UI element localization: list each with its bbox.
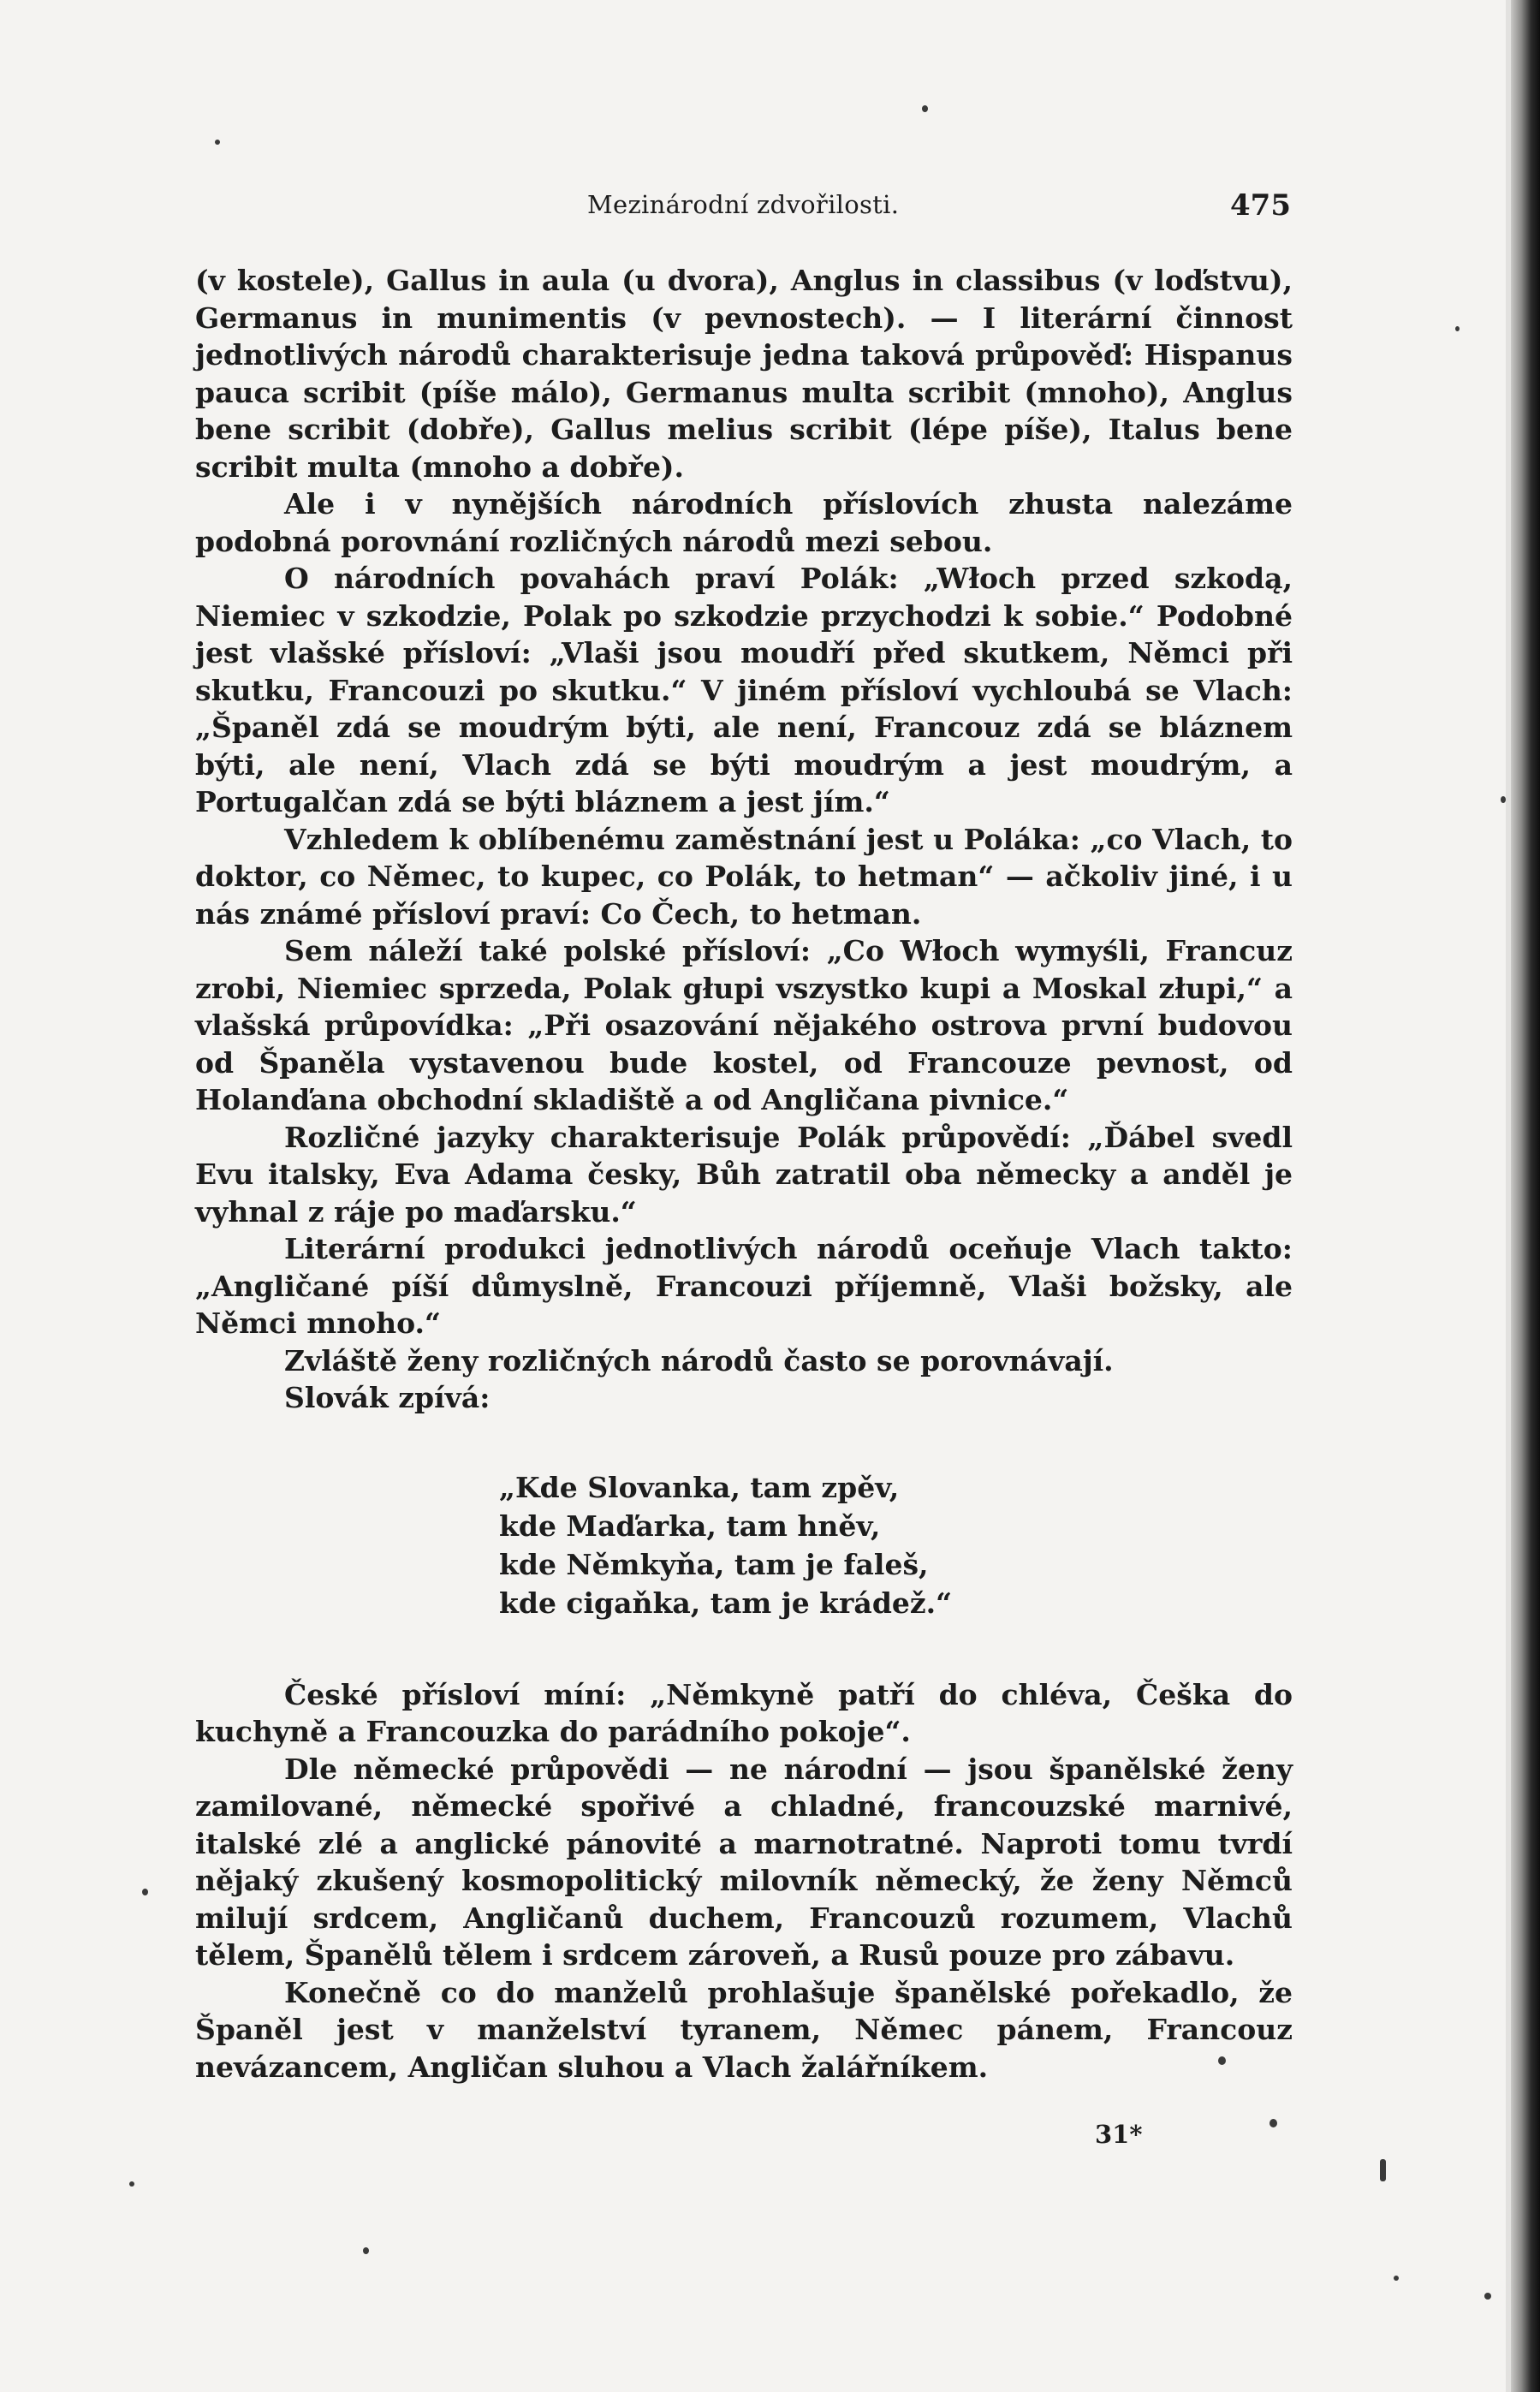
scan-speck [215,140,220,145]
page-number: 475 [1230,188,1291,223]
scan-speck [922,105,928,112]
poem-line: kde Němkyňa, tam je faleš, [499,1547,929,1581]
body-text [195,262,1293,2086]
paragraph: České přísloví míní: „Němkyně patří do chléva, Češka do kuchyně a Francouzka do parádního pokoje“. [195,1677,1293,1748]
scan-border [1511,0,1540,2392]
scan-speck [363,2247,369,2254]
scan-speck [1484,2293,1491,2300]
scan-speck [1269,2119,1277,2127]
running-title: Mezinárodní zdvořilosti. [587,190,900,219]
scan-speck [1380,2159,1386,2181]
poem [499,1468,1293,1622]
paragraph: O národních povahách praví Polák: „Włoch przed szkodą, Niemiec v szkodzie, Polak po szkodzie przychodzi k sobie.“ Podobné jest vlašské přísloví: „Vlaši jsou moudří před skutkem, Němci při skutku, Francouzi po skutku.“ V jiném přísloví vychloubá se Vlach: „Španěl zdá se moudrým býti, ale není, Francouz zdá se bláznem býti, ale není, Vlach zdá se býti moudrým a jest moudrým, a Portugalčan zdá se býti bláznem a jest jím.“ [195,562,1293,818]
scan-speck [1455,326,1460,331]
scan-speck [1501,796,1506,803]
paragraph: Zvláště ženy rozličných národů často se porovnávají. [284,1343,1114,1377]
paragraph: Literární produkci jednotlivých národů oceňuje Vlach takto: „Angličané píší důmyslně, Francouzi příjemně, Vlaši božsky, ale Němci mnoho.“ [195,1232,1293,1340]
paragraph: Sem náleží také polské přísloví: „Co Włoch wymyśli, Francuz zrobi, Niemiec sprzeda, Polak głupi vszystko kupi a Moskal złupi,“ a vlašská průpovídka: „Při osazování nějakého ostrova první budovou od Španěla vystavenou bude kostel, od Francouze pevnost, od Holanďana obchodní skladiště a od Angličana pivnice.“ [195,934,1293,1116]
paragraph: (v kostele), Gallus in aula (u dvora), Anglus in classibus (v loďstvu), Germanus in munimentis (v pevnostech). — I literární činnost jednotlivých národů charakterisuje jedna taková průpověď: Hispanus pauca scribit (píše málo), Germanus multa scribit (mnoho), Anglus bene scribit (dobře), Gallus melius scribit (lépe píše), Italus bene scribit multa (mnoho a dobře). [195,264,1293,484]
paragraph: Dle německé průpovědi — ne národní — jsou španělské ženy zamilované, německé spořivé a chladné, francouzské marnivé, italské zlé a anglické pánovité a marnotratné. Naproti tomu tvrdí nějaký zkušený kosmopolitický milovník německý, že ženy Němců milují srdcem, Angličanů duchem, Francouzů rozumem, Vlachů tělem, Španělů tělem i srdcem zároveň, a Rusů pouze pro zábavu. [195,1752,1293,1972]
scan-speck [142,1889,148,1895]
scan-speck [1394,2276,1399,2281]
paragraph: Ale i v nynějších národních příslovích zhusta nalezáme podobná porovnání rozličných národů mezi sebou. [195,487,1293,558]
poem-line: „Kde Slovanka, tam zpěv, [499,1470,900,1504]
scan-speck [129,2181,134,2187]
paragraph: Rozličné jazyky charakterisuje Polák průpovědí: „Ďábel svedl Evu italsky, Eva Adama česky, Bůh zatratil oba německy a anděl je vyhnal z ráje po maďarsku.“ [195,1120,1293,1229]
paragraph: Vzhledem k oblíbenému zaměstnání jest u Poláka: „co Vlach, to doktor, co Němec, to kupec, co Polák, to hetman“ — ačkoliv jiné, i u nás známé přísloví praví: Co Čech, to hetman. [195,822,1293,931]
poem-line: kde Maďarka, tam hněv, [499,1508,881,1543]
signature-mark: 31* [1095,2120,1143,2149]
scan-speck [1218,2056,1226,2065]
page-header [195,188,1291,223]
poem-line: kde cigaňka, tam je krádež.“ [499,1586,953,1620]
paragraph: Slovák zpívá: [284,1381,491,1414]
paragraph: Konečně co do manželů prohlašuje španělské pořekadlo, že Španěl jest v manželství tyranem, Němec pánem, Francouz nevázancem, Angličan sluhou a Vlach žalářníkem. [195,1975,1293,2084]
